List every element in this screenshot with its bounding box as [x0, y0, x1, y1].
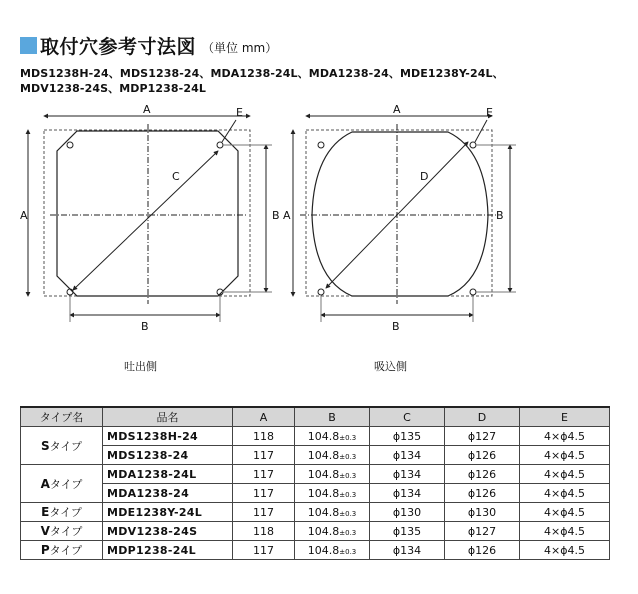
cell-a: 117 [233, 541, 295, 560]
table-row [21, 465, 610, 484]
cell-c: ϕ135 [370, 427, 445, 446]
cell-a: 117 [233, 484, 295, 503]
label-e: E [236, 106, 243, 119]
model-cell: MDA1238-24 [103, 484, 233, 503]
cell-e: 4×ϕ4.5 [520, 541, 610, 560]
cell-b: 104.8±0.3 [295, 522, 370, 541]
mount-hole-tl [67, 142, 73, 148]
title-text: 取付穴参考寸法図 [40, 35, 197, 58]
cell-a: 117 [233, 465, 295, 484]
cell-c: ϕ134 [370, 465, 445, 484]
header-c: C [370, 407, 445, 427]
cell-c: ϕ134 [370, 541, 445, 560]
cell-d: ϕ127 [445, 427, 520, 446]
cell-b: 104.8±0.3 [295, 503, 370, 522]
diagram-discharge-side [28, 116, 272, 322]
model-list-line-1: MDS1238H-24、MDS1238-24、MDA1238-24L、MDA1238-24、MDE1238Y-24L、 [20, 67, 504, 80]
fan-frame-outline [312, 132, 488, 296]
cell-d: ϕ130 [445, 503, 520, 522]
table-row [21, 484, 610, 503]
unit-note: （単位 mm） [202, 40, 278, 55]
cell-c: ϕ134 [370, 446, 445, 465]
model-cell: MDP1238-24L [103, 541, 233, 560]
cell-c: ϕ134 [370, 484, 445, 503]
cell-e: 4×ϕ4.5 [520, 503, 610, 522]
model-cell: MDV1238-24S [103, 522, 233, 541]
label-b-side: B [272, 209, 280, 222]
dimension-table [20, 406, 610, 560]
cell-b: 104.8±0.3 [295, 446, 370, 465]
model-cell: MDE1238Y-24L [103, 503, 233, 522]
mount-hole-bl [67, 289, 73, 295]
cell-e: 4×ϕ4.5 [520, 522, 610, 541]
type-cell: Sタイプ [21, 427, 103, 465]
cell-d: ϕ126 [445, 484, 520, 503]
cell-e: 4×ϕ4.5 [520, 484, 610, 503]
label-b-side: B [496, 209, 504, 222]
cell-d: ϕ126 [445, 446, 520, 465]
cell-b: 104.8±0.3 [295, 484, 370, 503]
cell-a: 117 [233, 446, 295, 465]
type-cell: Vタイプ [21, 522, 103, 541]
diagram-suction-labels [283, 103, 504, 333]
leader-e [222, 120, 236, 142]
outer-dim-box [44, 130, 250, 296]
mounting-hole-diagrams [0, 100, 638, 400]
model-cell: MDS1238H-24 [103, 427, 233, 446]
header-a: A [233, 407, 295, 427]
type-cell: Eタイプ [21, 503, 103, 522]
cell-d: ϕ126 [445, 541, 520, 560]
label-c: C [172, 170, 180, 183]
caption-discharge-side: 吐出側 [124, 360, 157, 373]
cell-a: 118 [233, 427, 295, 446]
mount-hole-tl [318, 142, 324, 148]
label-a-top: A [143, 103, 151, 116]
cell-a: 118 [233, 522, 295, 541]
model-cell: MDS1238-24 [103, 446, 233, 465]
label-a-top: A [393, 103, 401, 116]
diagram-discharge-labels [20, 103, 280, 333]
table-row [21, 503, 610, 522]
label-d: D [420, 170, 429, 183]
cell-b: 104.8±0.3 [295, 465, 370, 484]
label-a-side: A [20, 209, 28, 222]
cell-c: ϕ135 [370, 522, 445, 541]
cell-b: 104.8±0.3 [295, 541, 370, 560]
label-a-side: A [283, 209, 291, 222]
cell-a: 117 [233, 503, 295, 522]
type-cell: Aタイプ [21, 465, 103, 503]
cell-e: 4×ϕ4.5 [520, 465, 610, 484]
table-row [21, 446, 610, 465]
header-b: B [295, 407, 370, 427]
table-row [21, 522, 610, 541]
page-title [20, 34, 277, 56]
label-e: E [486, 106, 493, 119]
cell-b: 104.8±0.3 [295, 427, 370, 446]
cell-e: 4×ϕ4.5 [520, 427, 610, 446]
diagonal-dim-c [73, 151, 218, 290]
header-d: D [445, 407, 520, 427]
type-cell: Pタイプ [21, 541, 103, 560]
header-type: タイプ名 [21, 407, 103, 427]
leader-e [475, 120, 487, 142]
cell-d: ϕ127 [445, 522, 520, 541]
caption-suction-side: 吸込側 [374, 360, 407, 373]
table-row [21, 541, 610, 560]
title-marker-square [20, 37, 37, 54]
cell-d: ϕ126 [445, 465, 520, 484]
cell-e: 4×ϕ4.5 [520, 446, 610, 465]
header-e: E [520, 407, 610, 427]
model-list-line-2: MDV1238-24S、MDP1238-24L [20, 82, 206, 95]
mount-hole-bl [318, 289, 324, 295]
label-b-bottom: B [141, 320, 149, 333]
header-model: 品名 [103, 407, 233, 427]
table-row [21, 427, 610, 446]
model-cell: MDA1238-24L [103, 465, 233, 484]
diagram-suction-side [293, 116, 516, 322]
cell-c: ϕ130 [370, 503, 445, 522]
table-header-row [21, 407, 610, 427]
model-list [20, 66, 630, 96]
label-b-bottom: B [392, 320, 400, 333]
